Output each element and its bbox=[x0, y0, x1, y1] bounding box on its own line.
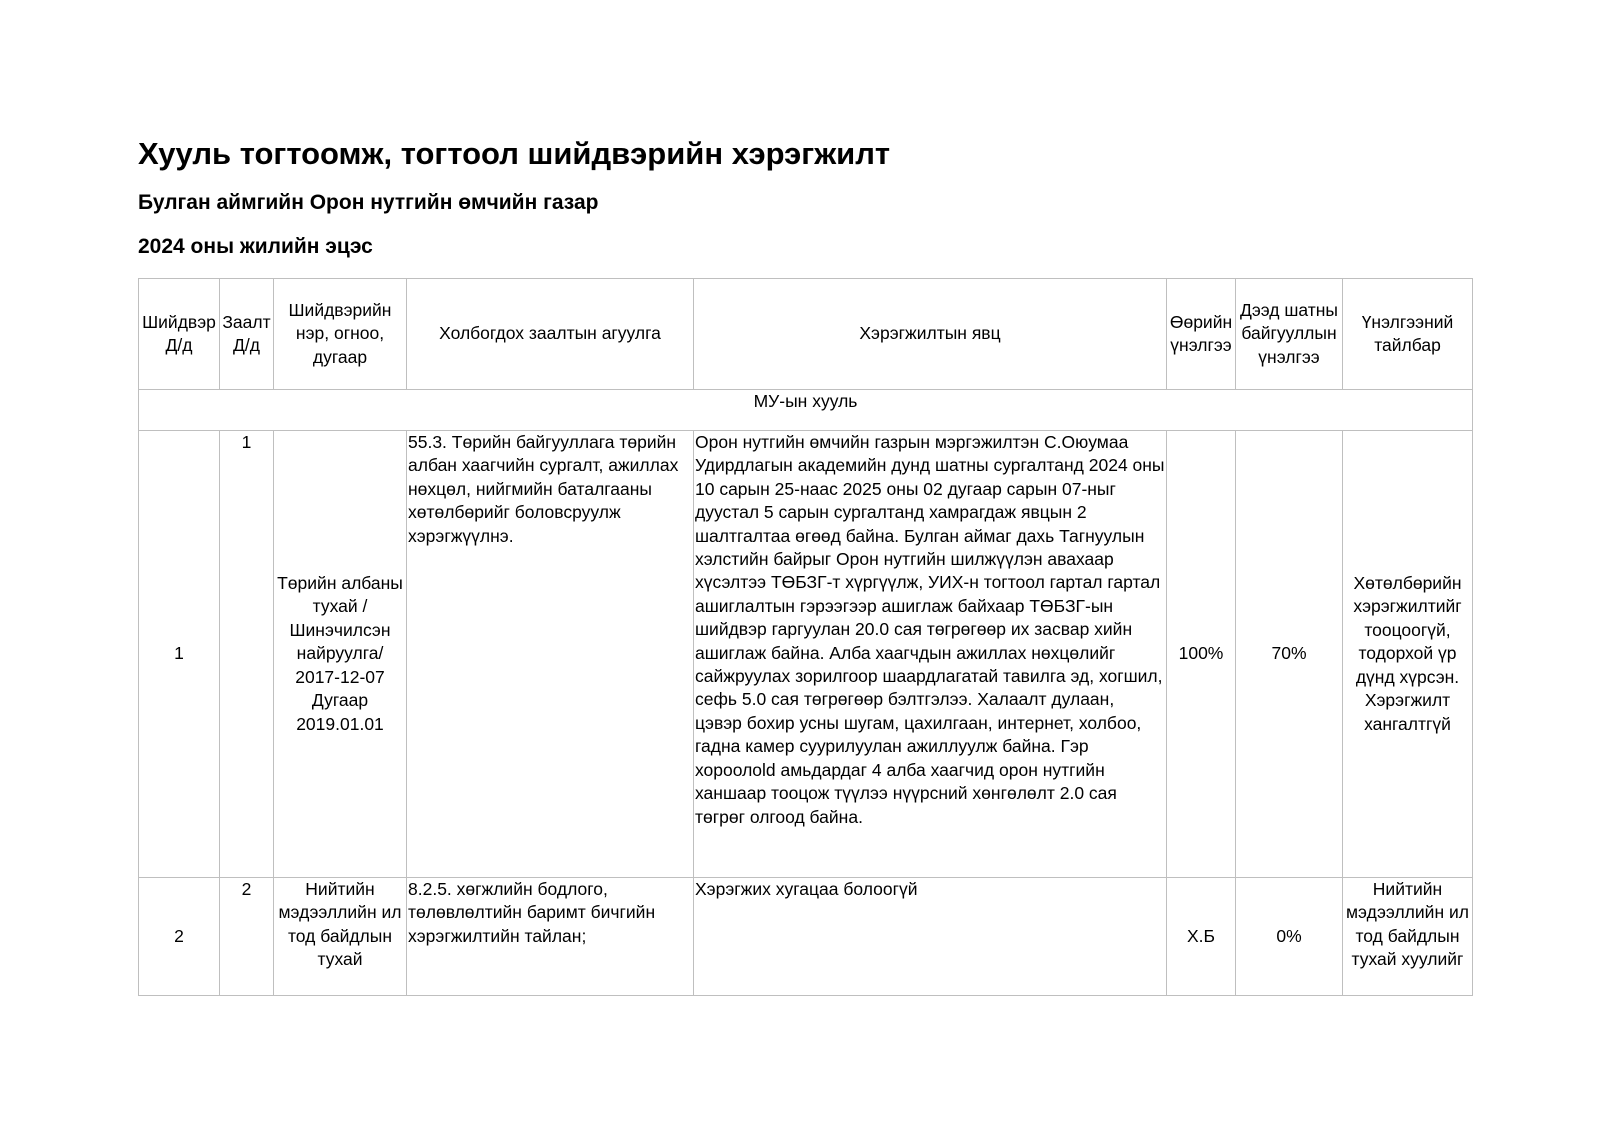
col-header-decision-no: Шийдвэр Д/д bbox=[139, 279, 220, 390]
table-row bbox=[139, 431, 1473, 878]
report-period: 2024 оны жилийн эцэс bbox=[138, 235, 373, 258]
decision-name-cell: Төрийн албаны тухай /Шинэчилсэн найруулга/ 2017-12-07 Дугаар 2019.01.01 bbox=[274, 431, 407, 878]
col-header-self-rating: Өөрийн үнэлгээ bbox=[1167, 279, 1236, 390]
table-section-row bbox=[139, 390, 1473, 431]
col-header-decision-name: Шийдвэрийн нэр, огноо, дугаар bbox=[274, 279, 407, 390]
organization-name: Булган аймгийн Орон нутгийн өмчийн газар bbox=[138, 191, 599, 214]
section-label: МУ-ын хууль bbox=[139, 390, 1473, 431]
self-rating-cell: Х.Б bbox=[1167, 878, 1236, 996]
table-header-row bbox=[139, 279, 1473, 390]
col-header-clause-content: Холбогдох заалтын агуулга bbox=[407, 279, 694, 390]
clause-content-cell: 8.2.5. хөгжлийн бодлого, төлөвлөлтийн баримт бичгийн хэрэгжилтийн тайлан; bbox=[407, 878, 694, 996]
clause-no-cell: 1 bbox=[220, 431, 274, 878]
clause-content-cell: 55.3. Төрийн байгууллага төрийн албан хаагчийн сургалт, ажиллах нөхцөл, нийгмийн баталгааны хөтөлбөрийг боловсруулж хэрэгжүүлнэ. bbox=[407, 431, 694, 878]
decision-name-cell: Нийтийн мэдээллийн ил тод байдлын тухай bbox=[274, 878, 407, 996]
progress-cell: Хэрэгжих хугацаа болоогүй bbox=[694, 878, 1167, 996]
decision-no-cell: 2 bbox=[139, 878, 220, 996]
col-header-progress: Хэрэгжилтын явц bbox=[694, 279, 1167, 390]
col-header-clause-no: Заалт Д/д bbox=[220, 279, 274, 390]
implementation-table bbox=[138, 278, 1473, 996]
document-title: Хууль тогтоомж, тогтоол шийдвэрийн хэрэгжилт bbox=[138, 136, 891, 171]
col-header-comment: Үнэлгээний тайлбар bbox=[1343, 279, 1473, 390]
higher-rating-cell: 0% bbox=[1236, 878, 1343, 996]
clause-no-cell: 2 bbox=[220, 878, 274, 996]
self-rating-cell: 100% bbox=[1167, 431, 1236, 878]
comment-cell: Нийтийн мэдээллийн ил тод байдлын тухай хуулийг bbox=[1343, 878, 1473, 996]
progress-cell: Орон нутгийн өмчийн газрын мэргэжилтэн С.Оюумаа Удирдлагын академийн дунд шатны сургалтанд 2024 оны 10 сарын 25-наас 2025 оны 02 дугаар сарын 07-ныг дуустал 5 сарын сургалтанд хамрагдаж явцын 2 шалтгалтаа өгөөд байна. Булган аймаг дахь Тагнуулын хэлстийн байрыг Орон нутгийн шилжүүлэн авахаар хүсэлтээ ТӨБЗГ-т хүргүүлж, УИХ-н тогтоол гартал гартал ашиглалтын гэрээгээр ашиглаж байхаар ТӨБЗГ-ын шийдвэр гаргуулан 20.0 сая төгрөгөөр их засвар хийн ашиглаж байна. Алба хаагчдын ажиллах нөхцөлийг сайжруулах зорилгоор шаардлагатай тавилга эд, хогшил, сефь 5.0 сая төгрөгөөр бэлтгэлээ. Халаалт дулаан, цэвэр бохир усны шугам, цахилгаан, интернет, холбоо, гадна камер суурилуулан ажиллуулж байна. Гэр хороолold амьдардаг 4 алба хаагчид орон нутгийн ханшаар тооцож түүлээ нүүрсний хөнгөлөлт 2.0 сая төгрөг олгоод байна. bbox=[694, 431, 1167, 878]
decision-no-cell: 1 bbox=[139, 431, 220, 878]
comment-cell: Хөтөлбөрийн хэрэгжилтийг тооцоогүй, тодорхой үр дүнд хүрсэн. Хэрэгжилт хангалтгүй bbox=[1343, 431, 1473, 878]
higher-rating-cell: 70% bbox=[1236, 431, 1343, 878]
table-row bbox=[139, 878, 1473, 996]
col-header-higher-rating: Дээд шатны байгууллын үнэлгээ bbox=[1236, 279, 1343, 390]
